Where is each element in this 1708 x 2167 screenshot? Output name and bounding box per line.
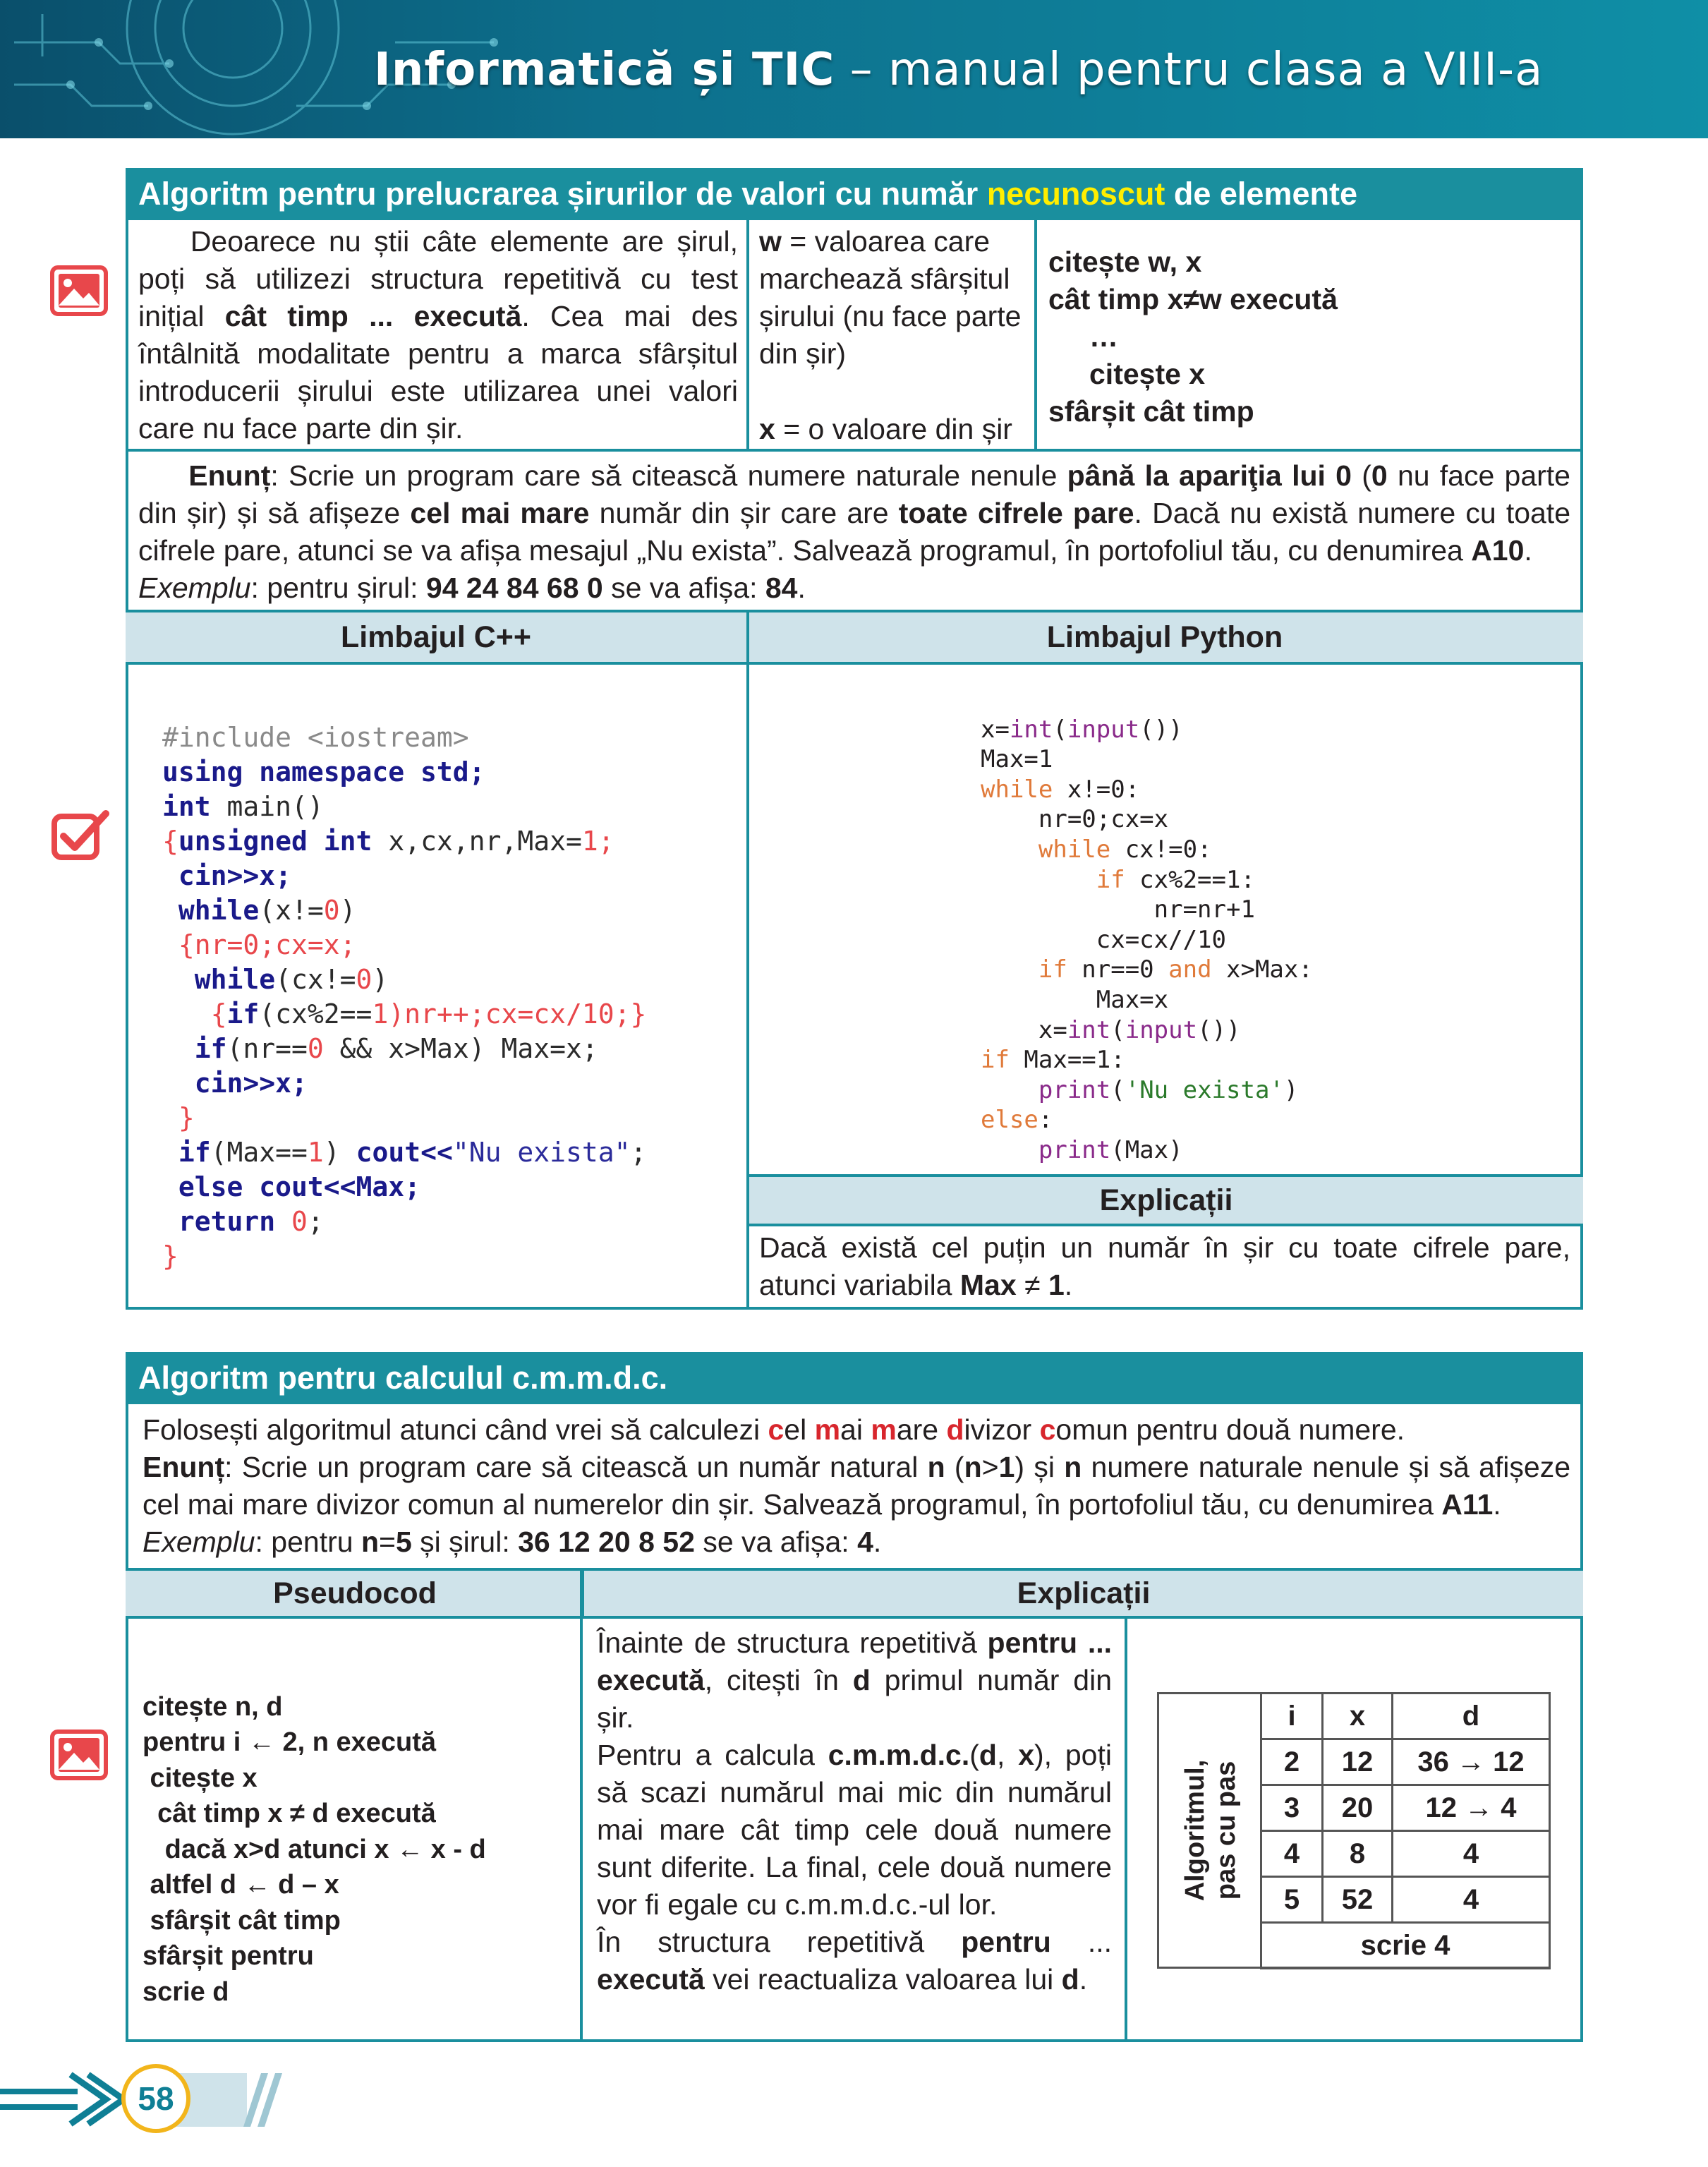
table-row: 2 12 36 → 12 [1261,1739,1550,1785]
explanations-header: Explicații [581,1568,1583,1619]
table-row: scrie 4 [1261,1923,1550,1969]
problem-statement: Enunț: Scrie un program care să citească numere naturale nenule până la apariţia lui 0 (0 nu face parte din șir) și să afișeze cel mai mare număr din șir care are toate cifrele pare. Dacă nu există numere cu toate cifrele pare, atunci se va afișa mesajul „Nu exista”. Salvează programul, în portofoliul tău, cu denumirea A10. Exemplu: pentru șirul: 94 24 84 68 0 se va afișa: 84. [138,459,1571,604]
page-title: Informatică și TIC – manual pentru clasa a VIII-a [374,44,1544,96]
variable-x-description: x = o valoare din șir [759,413,1012,445]
python-code: x=int(input()) Max=1 while x!=0: nr=0;cx=x while cx!=0: if cx%2==1: nr=nr+1 cx=cx//10 if nr==0 and x>Max: Max=x x=int(input()) if Max==1: print('Nu exista') else: print(Max) [981,715,1313,1164]
trace-table [1260,1692,1551,1969]
checkbox-check-icon [51,808,110,862]
section-title: Algoritm pentru prelucrarea șirurilor de valori cu număr necunoscut de elemente [126,168,1583,220]
cpp-code: #include <iostream> using namespace std; int main() {unsigned int x,cx,nr,Max=1; cin>>x; while(x!=0) {nr=0;cx=x; while(cx!=0) {if(cx%2==1)nr++;cx=cx/10;} if(nr==0 && x>Max) Max=x; cin>>x; } if(Max==1) cout<<"Nu exista"; else cout<<Max; return 0; } [162,722,647,1272]
table-row: 5 52 4 [1261,1877,1550,1923]
image-icon [49,1729,109,1781]
python-header: Limbajul Python [746,610,1583,665]
table-row: 3 20 12 → 4 [1261,1785,1550,1831]
intro-text: Deoarece nu știi câte elemente are șirul, poți să utilizezi structura repetitivă cu test inițial cât timp ... execută. Cea mai des întâlnită modalitate pentru a marca sfârșitul introducerii șirului este utilizarea unei valori care nu face parte din șir. [138,225,739,445]
explanations-header: Explicații [746,1174,1583,1226]
image-icon [49,265,109,317]
page-header [0,0,1708,138]
gcd-pseudocode: citește n, d pentru i ← 2, n execută citește x cât timp x ≠ d execută dacă x>d atunci x ← x - d altfel d ← d – x sfârșit cât timp sfârșit pentru scrie d [143,1691,486,2007]
explanation-text: Dacă există cel puțin un număr în șir cu toate cifrele pare, atunci variabila Max ≠ 1. [759,1231,1570,1301]
gcd-intro-and-statement: Folosești algoritmul atunci când vrei să calculezi cel mai mare divizor comun pentru două numere. Enunț: Scrie un program care să citească un număr natural n (n>1) și n numere naturale nenule și să afișeze cel mai mare divizor comun al numerelor din șir. Salvează programul, în portofoliul tău, cu denumirea A11. Exemplu: pentru n=5 și șirul: 36 12 20 8 52 se va afișa: 4. [143,1413,1571,1558]
table-row: 4 8 4 [1261,1831,1550,1877]
cpp-header: Limbajul C++ [126,610,749,665]
table-row: i x d [1261,1694,1550,1739]
pseudocode-header: Pseudocod [126,1568,584,1619]
gcd-explanation: Înainte de structura repetitivă pentru ... execută, citești în d primul număr din șir. Pentru a calcula c.m.m.d.c.(d, x), poți să scazi numărul mai mic din numărul mai mare cât timp cele două numere sunt diferite. La final, cele două numere vor fi egale cu c.m.m.d.c.-ul lor. În structura repetitivă pentru ... execută vei reactualiza valoarea lui d. [597,1626,1112,1996]
variable-w-description: w = valoarea care marchează sfârșitul șirului (nu face parte din șir) [759,225,1022,370]
page-number: 58 [121,2064,190,2133]
section-title: Algoritm pentru calculul c.m.m.d.c. [126,1352,1583,1404]
pseudocode-while: citește w, x cât timp x≠w execută … citește x sfârșit cât timp [1048,246,1338,428]
trace-table-label: Algoritmul, pas cu pas [1159,1694,1262,1967]
